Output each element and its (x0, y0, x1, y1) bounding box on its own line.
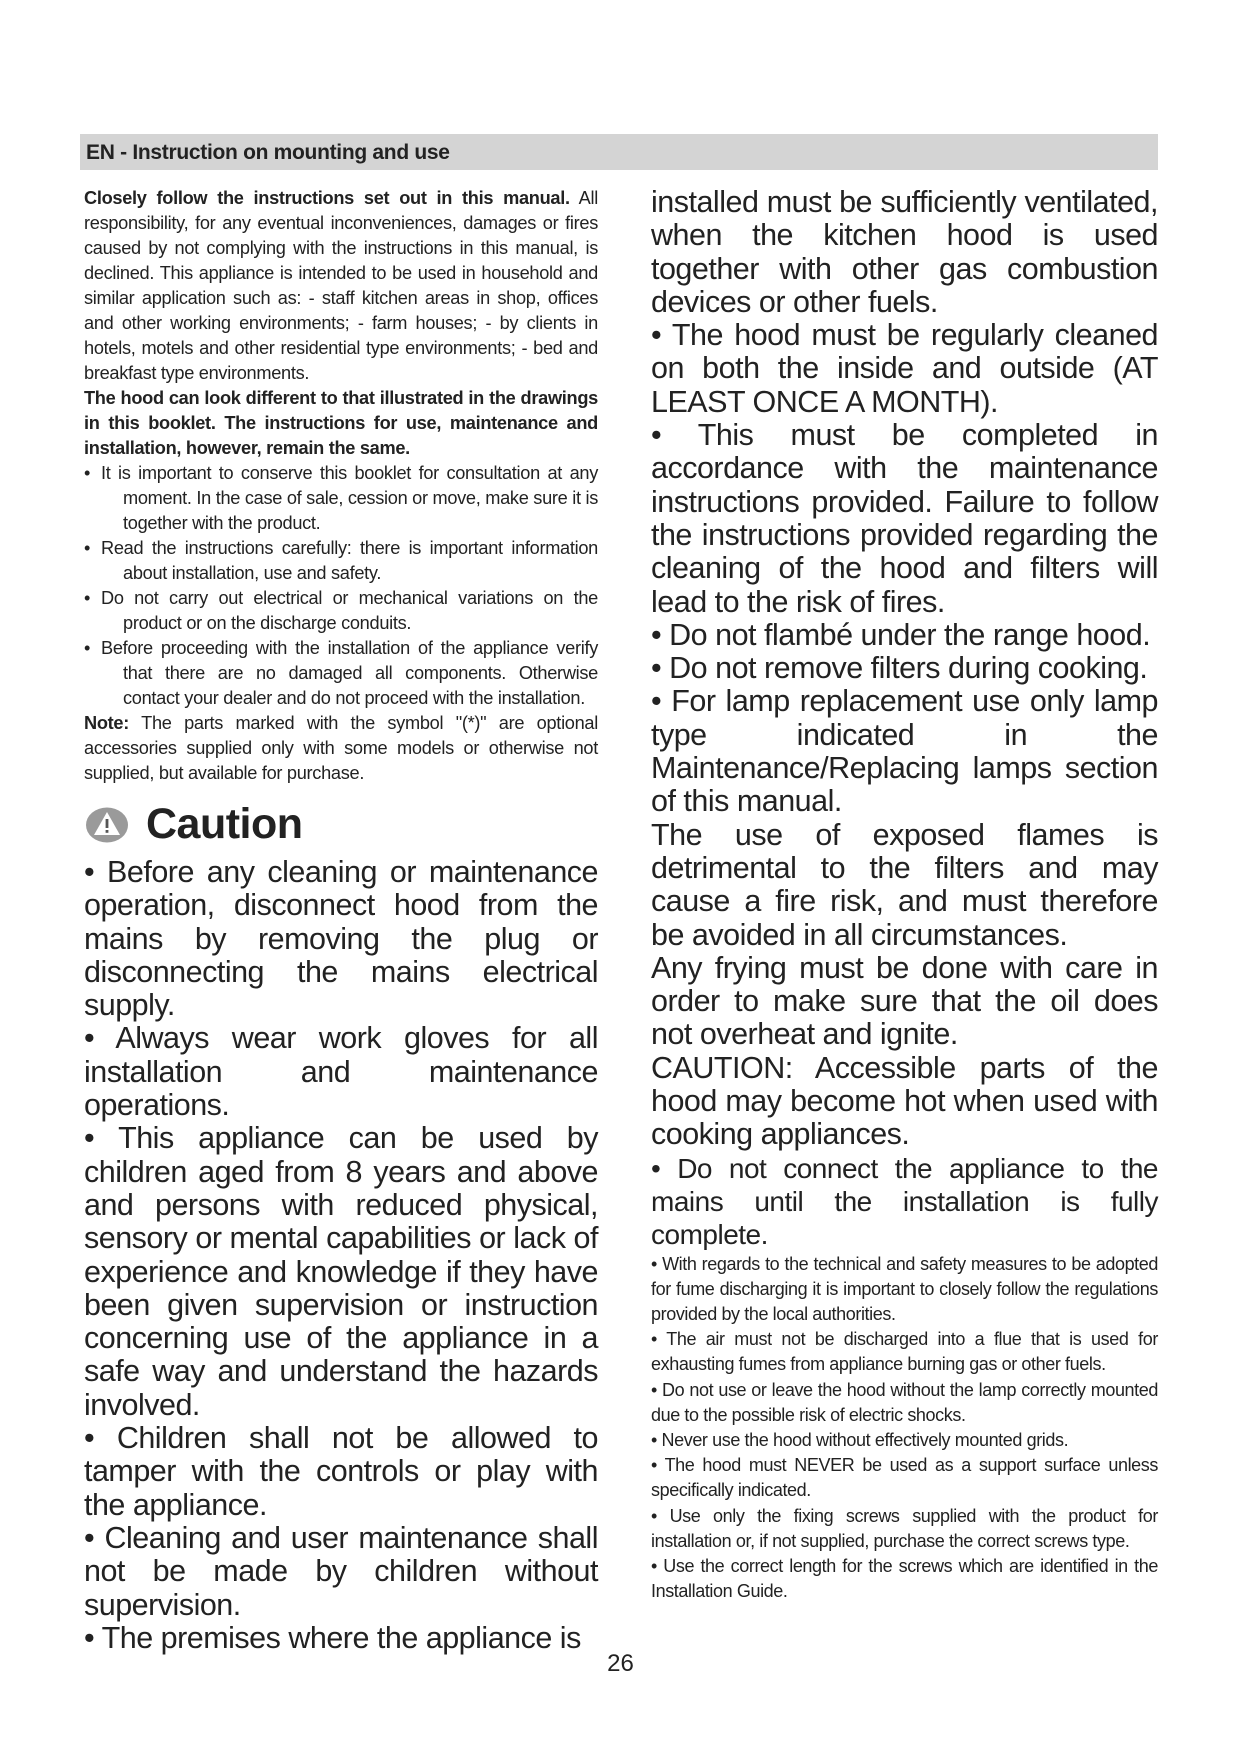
warning-paragraph: • Do not connect the appliance to the mains until the installation is fully complete. (651, 1152, 1158, 1251)
list-item: • Before proceeding with the installation of the appliance verify that there are no damaged all components. Otherwise contact your dealer and do not proceed with the installation. (84, 638, 598, 708)
safety-note: • Use only the fixing screws supplied with the product for installation or, if not supplied, purchase the correct screws type. (651, 1505, 1158, 1551)
safety-note: • The air must not be discharged into a flue that is used for exhausting fumes from appliance burning gas or other fuels. (651, 1329, 1158, 1375)
intro-bullet-list (84, 461, 598, 711)
warning-paragraph: • The hood must be regularly cleaned on both the inside and outside (AT LEAST ONCE A MONTH). (651, 318, 1158, 419)
right-column (651, 186, 1158, 1604)
intro-bold-text: Closely follow the instructions set out in this manual. (84, 188, 570, 208)
warning-paragraph: CAUTION: Accessible parts of the hood may become hot when used with cooking appliances. (651, 1050, 1158, 1152)
warning-paragraph: • Do not flambé under the range hood. (651, 617, 1151, 652)
note-paragraph (84, 711, 598, 786)
list-item: • Read the instructions carefully: there is important information about installation, use and safety. (84, 538, 598, 583)
caution-item: • Always wear work gloves for all installation and maintenance operations. (84, 1021, 598, 1123)
warning-icon (85, 806, 129, 844)
list-item: • Do not carry out electrical or mechanical variations on the product or on the discharge conduits. (84, 588, 598, 633)
page-number: 26 (607, 1650, 634, 1677)
list-item: • It is important to conserve this booklet for consultation at any moment. In the case of sale, cession or move, make sure it is together with the product. (84, 463, 598, 533)
caution-title: Caution (146, 800, 303, 848)
intro-paragraph (84, 186, 598, 386)
section-title: EN - Instruction on mounting and use (86, 141, 450, 164)
safety-note: • With regards to the technical and safety measures to be adopted for fume discharging it is important to closely follow the regulations provided by the local authorities. (651, 1253, 1158, 1324)
warning-paragraph: • For lamp replacement use only lamp type indicated in the Maintenance/Replacing lamps section of this manual. (651, 684, 1158, 819)
note-text: The parts marked with the symbol "(*)" are optional accessories supplied only with some models or otherwise not supplied, but available for purchase. (84, 713, 598, 783)
caution-item: • The premises where the appliance is (84, 1620, 581, 1655)
warning-paragraph: • This must be completed in accordance with the maintenance instructions provided. Failure to follow the instructions provided regarding the cleaning of the hood and filters will lead to the risk of fires. (651, 418, 1158, 619)
notice-paragraph: The hood can look different to that illustrated in the drawings in this booklet. The instructions for use, maintenance and installation, however, remain the same. (84, 388, 598, 458)
safety-note: • Never use the hood without effectively mounted grids. (651, 1429, 1069, 1450)
section-header-bar (80, 134, 1158, 170)
caution-item: • Before any cleaning or maintenance operation, disconnect hood from the mains by removing the plug or disconnecting the mains electrical supply. (84, 855, 598, 1023)
warning-paragraph: installed must be sufficiently ventilated, when the kitchen hood is used together with other gas combustion devices or other fuels. (651, 185, 1158, 319)
note-label: Note: (84, 713, 129, 733)
warning-paragraph: • Do not remove filters during cooking. (651, 651, 1148, 686)
caution-item: • Children shall not be allowed to tamper with the controls or play with the appliance. (84, 1421, 598, 1522)
safety-note: • Use the correct length for the screws which are identified in the Installation Guide. (651, 1555, 1158, 1602)
intro-text: All responsibility, for any eventual inconveniences, damages or fires caused by not complying with the instructions in this manual, is declined. This appliance is intended to be used in household and similar application such as: - staff kitchen areas in shop, offices and other working environments; - farm houses; - by clients in hotels, motels and other residential type environments; - bed and breakfast type environments. (84, 188, 598, 383)
left-column (84, 186, 598, 1655)
safety-note: • Do not use or leave the hood without the lamp correctly mounted due to the possible risk of electric shocks. (651, 1379, 1158, 1425)
warning-paragraph: The use of exposed flames is detrimental to the filters and may cause a fire risk, and must therefore be avoided in all circumstances. (651, 817, 1158, 952)
caution-item: • This appliance can be used by children aged from 8 years and above and persons with reduced physical, sensory or mental capabilities or lack of experience and knowledge if they have been given supervision or instruction concerning use of the appliance in a safe way and understand the hazards involved. (84, 1121, 598, 1422)
caution-item: • Cleaning and user maintenance shall not be made by children without supervision. (84, 1520, 598, 1622)
safety-note: • The hood must NEVER be used as a support surface unless specifically indicated. (651, 1455, 1158, 1501)
warning-paragraph: Any frying must be done with care in order to make sure that the oil does not overheat and ignite. (651, 950, 1158, 1052)
caution-heading (84, 800, 598, 856)
